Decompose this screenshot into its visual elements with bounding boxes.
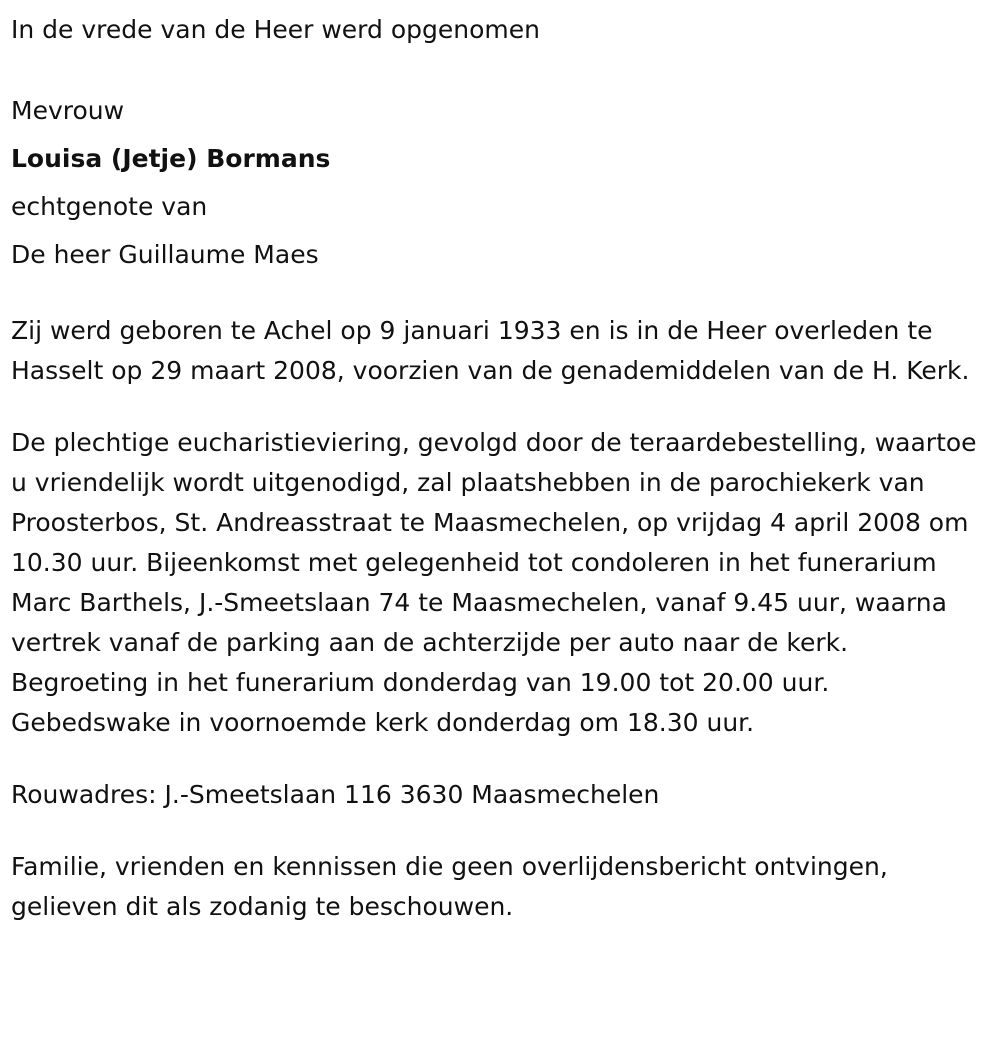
intro-text: In de vrede van de Heer werd opgenomen (11, 15, 540, 44)
spacer (11, 815, 990, 847)
address-paragraph: Rouwadres: J.-Smeetslaan 116 3630 Maasmechelen (11, 780, 660, 809)
spacer (11, 279, 990, 311)
closing-paragraph: Familie, vrienden en kennissen die geen overlijdensbericht ontvingen, gelieven dit als zodanig te beschouwen. (11, 852, 888, 921)
title-text: Mevrouw (11, 96, 125, 125)
spacer (11, 391, 990, 423)
ceremony-paragraph: De plechtige eucharistieviering, gevolgd door de teraardebestelling, waartoe u vriendelijk wordt uitgenodigd, zal plaatshebben in de parochiekerk van Proosterbos, St. Andreasstraat te Maasmechelen, op vrijdag 4 april 2008 om 10.30 uur. Bijeenkomst met gelegenheid tot condoleren in het funerarium Marc Barthels, J.-Smeetslaan 74 te Maasmechelen, vanaf 9.45 uur, waarna vertrek vanaf de parking aan de achterzijde per auto naar de kerk. Begroeting in het funerarium donderdag van 19.00 tot 20.00 uur. Gebedswake in voornoemde kerk donderdag om 18.30 uur. (11, 428, 977, 737)
birth-death-paragraph: Zij werd geboren te Achel op 9 januari 1933 en is in de Heer overleden te Hasselt op 29 maart 2008, voorzien van de genademiddelen van de H. Kerk. (11, 316, 970, 385)
spacer (11, 54, 990, 87)
relation-text: echtgenote van (11, 192, 208, 221)
spouse-name: De heer Guillaume Maes (11, 240, 319, 269)
deceased-name: Louisa (Jetje) Bormans (11, 144, 331, 173)
spacer (11, 743, 990, 775)
